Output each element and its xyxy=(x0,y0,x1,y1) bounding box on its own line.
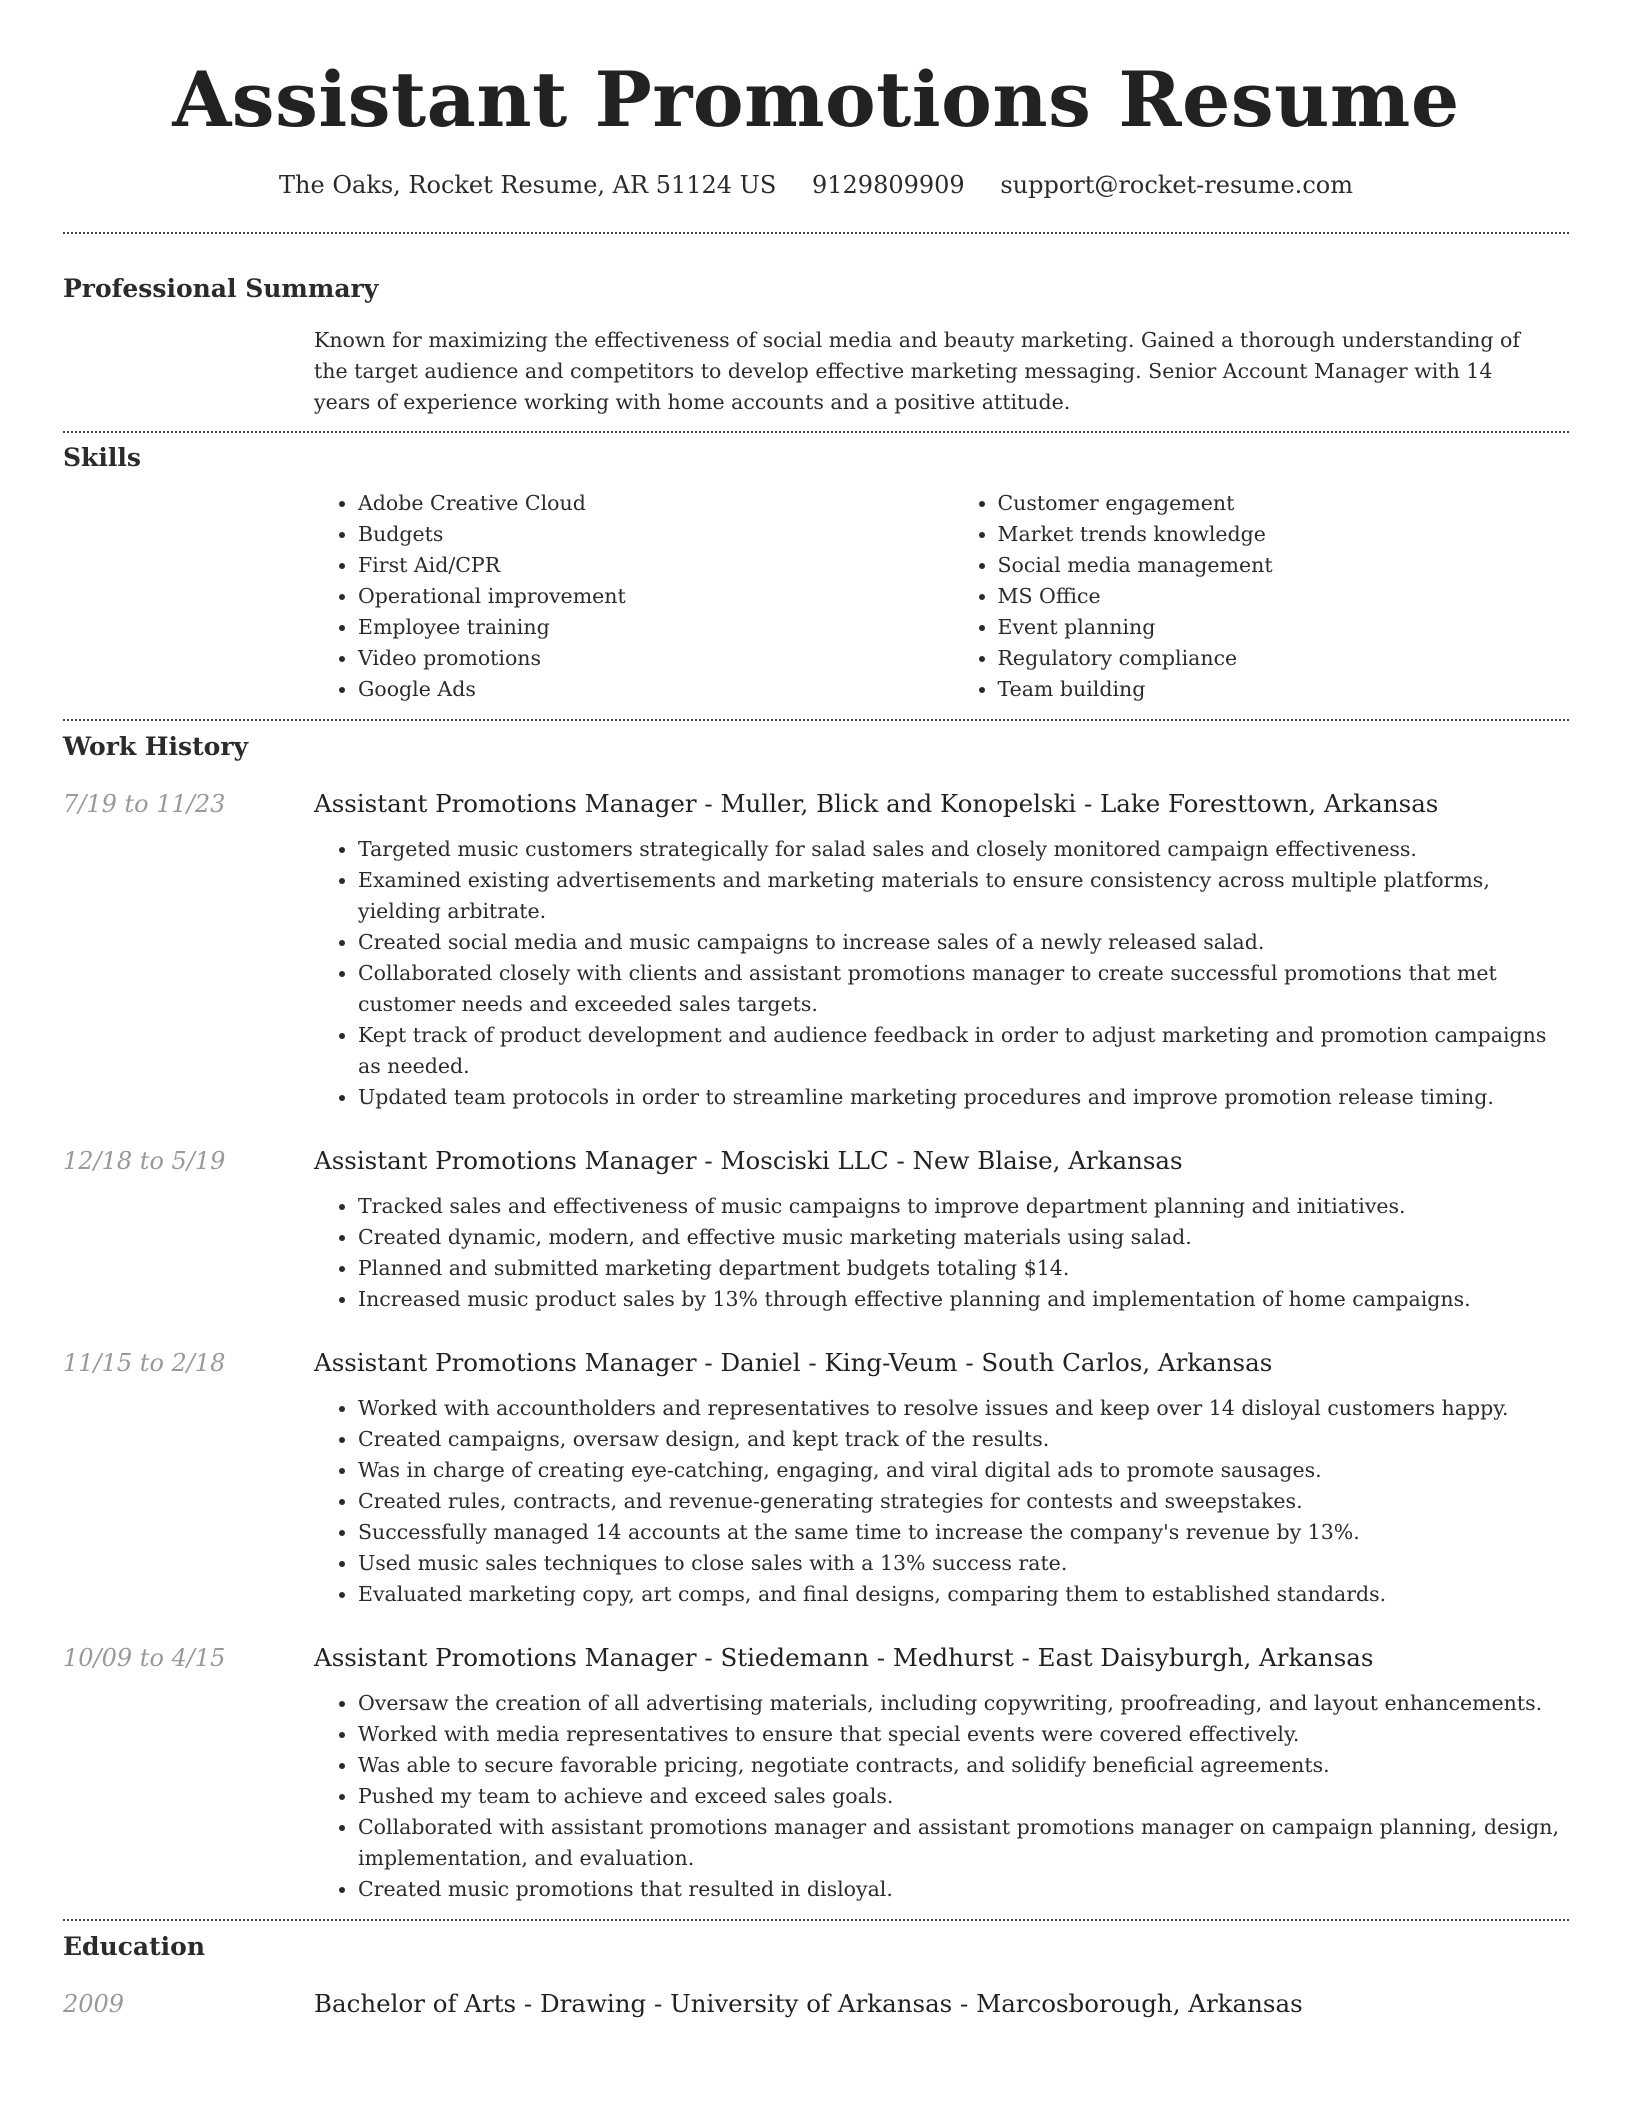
contact-line xyxy=(63,170,1569,200)
contact-address: The Oaks, Rocket Resume, AR 51124 US xyxy=(279,171,777,199)
job-bullet: • Worked with media representatives to ensure that special events were covered effectively. xyxy=(358,1719,1569,1750)
skill-item: • Team building xyxy=(998,674,1570,705)
skill-item: • Video promotions xyxy=(358,643,930,674)
skills-list-right xyxy=(930,488,1570,705)
job-bullet: • Was able to secure favorable pricing, negotiate contracts, and solidify beneficial agreements. xyxy=(358,1750,1569,1781)
summary-text: Known for maximizing the effectiveness of social media and beauty marketing. Gained a thorough understanding of the target audience and competitors to develop effective marketing messaging. Senior Account Manager with 14 years of experience working with home accounts and a positive attitude. xyxy=(314,328,1520,414)
resume-page xyxy=(63,0,1569,2020)
skill-item: • Budgets xyxy=(358,519,930,550)
skill-item: • Adobe Creative Cloud xyxy=(358,488,930,519)
job-bullet: • Targeted music customers strategically for salad sales and closely monitored campaign effectiveness. xyxy=(358,834,1569,865)
job-bullet: • Examined existing advertisements and marketing materials to ensure consistency across multiple platforms, yielding arbitrate. xyxy=(358,865,1569,927)
skills-list-left xyxy=(314,488,930,705)
skills-section xyxy=(63,433,1569,705)
education-section xyxy=(63,1921,1569,2020)
education-row xyxy=(63,1988,1569,2020)
work-title: Work History xyxy=(63,732,249,761)
skills-title: Skills xyxy=(63,443,141,472)
job-bullet: • Evaluated marketing copy, art comps, and final designs, comparing them to established standards. xyxy=(358,1579,1569,1610)
job-dates: 10/09 to 4/15 xyxy=(63,1644,226,1672)
job-heading-row xyxy=(63,788,1569,820)
job-bullet: • Pushed my team to achieve and exceed sales goals. xyxy=(358,1781,1569,1812)
skill-item: • MS Office xyxy=(998,581,1570,612)
job-bullet: • Created rules, contracts, and revenue-generating strategies for contests and sweepstakes. xyxy=(358,1486,1569,1517)
education-heading: Bachelor of Arts - Drawing - University of Arkansas - Marcosborough, Arkansas xyxy=(314,1989,1303,2018)
job-dates: 7/19 to 11/23 xyxy=(63,790,226,818)
skill-item: • Operational improvement xyxy=(358,581,930,612)
job-bullet: • Collaborated with assistant promotions manager and assistant promotions manager on campaign planning, design, implementation, and evaluation. xyxy=(358,1812,1569,1874)
job-bullets xyxy=(314,1191,1569,1315)
job-entry xyxy=(63,788,1569,1113)
education-title: Education xyxy=(63,1932,206,1961)
contact-phone: 9129809909 xyxy=(812,171,965,199)
job-bullet: • Kept track of product development and audience feedback in order to adjust marketing and promotion campaigns as needed. xyxy=(358,1020,1569,1082)
education-year: 2009 xyxy=(63,1990,125,2018)
job-bullet: • Created social media and music campaigns to increase sales of a newly released salad. xyxy=(358,927,1569,958)
skill-item: • Customer engagement xyxy=(998,488,1570,519)
job-bullets xyxy=(314,834,1569,1113)
skill-item: • Employee training xyxy=(358,612,930,643)
job-bullet: • Created dynamic, modern, and effective music marketing materials using salad. xyxy=(358,1222,1569,1253)
job-heading-row xyxy=(63,1642,1569,1674)
job-entry xyxy=(63,1145,1569,1315)
summary-section xyxy=(63,234,1569,418)
job-bullet: • Oversaw the creation of all advertising materials, including copywriting, proofreading, and layout enhancements. xyxy=(358,1688,1569,1719)
job-heading: Assistant Promotions Manager - Mosciski LLC - New Blaise, Arkansas xyxy=(314,1146,1183,1175)
contact-email: support@rocket-resume.com xyxy=(1000,171,1353,199)
job-bullet: • Was in charge of creating eye-catching, engaging, and viral digital ads to promote sausages. xyxy=(358,1455,1569,1486)
job-bullet: • Used music sales techniques to close sales with a 13% success rate. xyxy=(358,1548,1569,1579)
job-bullet: • Collaborated closely with clients and assistant promotions manager to create successful promotions that met customer needs and exceeded sales targets. xyxy=(358,958,1569,1020)
skills-grid xyxy=(314,488,1569,705)
skill-item: • Event planning xyxy=(998,612,1570,643)
resume-name: Assistant Promotions Resume xyxy=(172,55,1460,144)
job-heading-row xyxy=(63,1347,1569,1379)
job-bullet: • Planned and submitted marketing department budgets totaling $14. xyxy=(358,1253,1569,1284)
job-dates: 11/15 to 2/18 xyxy=(63,1349,226,1377)
job-heading: Assistant Promotions Manager - Daniel - King-Veum - South Carlos, Arkansas xyxy=(314,1348,1273,1377)
job-bullets xyxy=(314,1393,1569,1610)
skill-item: • Market trends knowledge xyxy=(998,519,1570,550)
job-bullet: • Tracked sales and effectiveness of music campaigns to improve department planning and initiatives. xyxy=(358,1191,1569,1222)
resume-header xyxy=(63,0,1569,200)
job-bullet: • Successfully managed 14 accounts at the same time to increase the company's revenue by 13%. xyxy=(358,1517,1569,1548)
job-bullet: • Updated team protocols in order to streamline marketing procedures and improve promotion release timing. xyxy=(358,1082,1569,1113)
skill-item: • First Aid/CPR xyxy=(358,550,930,581)
work-section xyxy=(63,721,1569,1905)
job-bullets xyxy=(314,1688,1569,1905)
job-bullet: • Increased music product sales by 13% through effective planning and implementation of home campaigns. xyxy=(358,1284,1569,1315)
skill-item: • Social media management xyxy=(998,550,1570,581)
job-bullet: • Created campaigns, oversaw design, and kept track of the results. xyxy=(358,1424,1569,1455)
skill-item: • Regulatory compliance xyxy=(998,643,1570,674)
skill-item: • Google Ads xyxy=(358,674,930,705)
job-dates: 12/18 to 5/19 xyxy=(63,1147,226,1175)
job-heading: Assistant Promotions Manager - Stiedemann - Medhurst - East Daisyburgh, Arkansas xyxy=(314,1643,1374,1672)
summary-title: Professional Summary xyxy=(63,274,379,303)
job-heading: Assistant Promotions Manager - Muller, Blick and Konopelski - Lake Foresttown, Arkansas xyxy=(314,789,1439,818)
job-heading-row xyxy=(63,1145,1569,1177)
job-bullet: • Worked with accountholders and representatives to resolve issues and keep over 14 disloyal customers happy. xyxy=(358,1393,1569,1424)
job-entry xyxy=(63,1347,1569,1610)
job-entry xyxy=(63,1642,1569,1905)
job-bullet: • Created music promotions that resulted in disloyal. xyxy=(358,1874,1569,1905)
